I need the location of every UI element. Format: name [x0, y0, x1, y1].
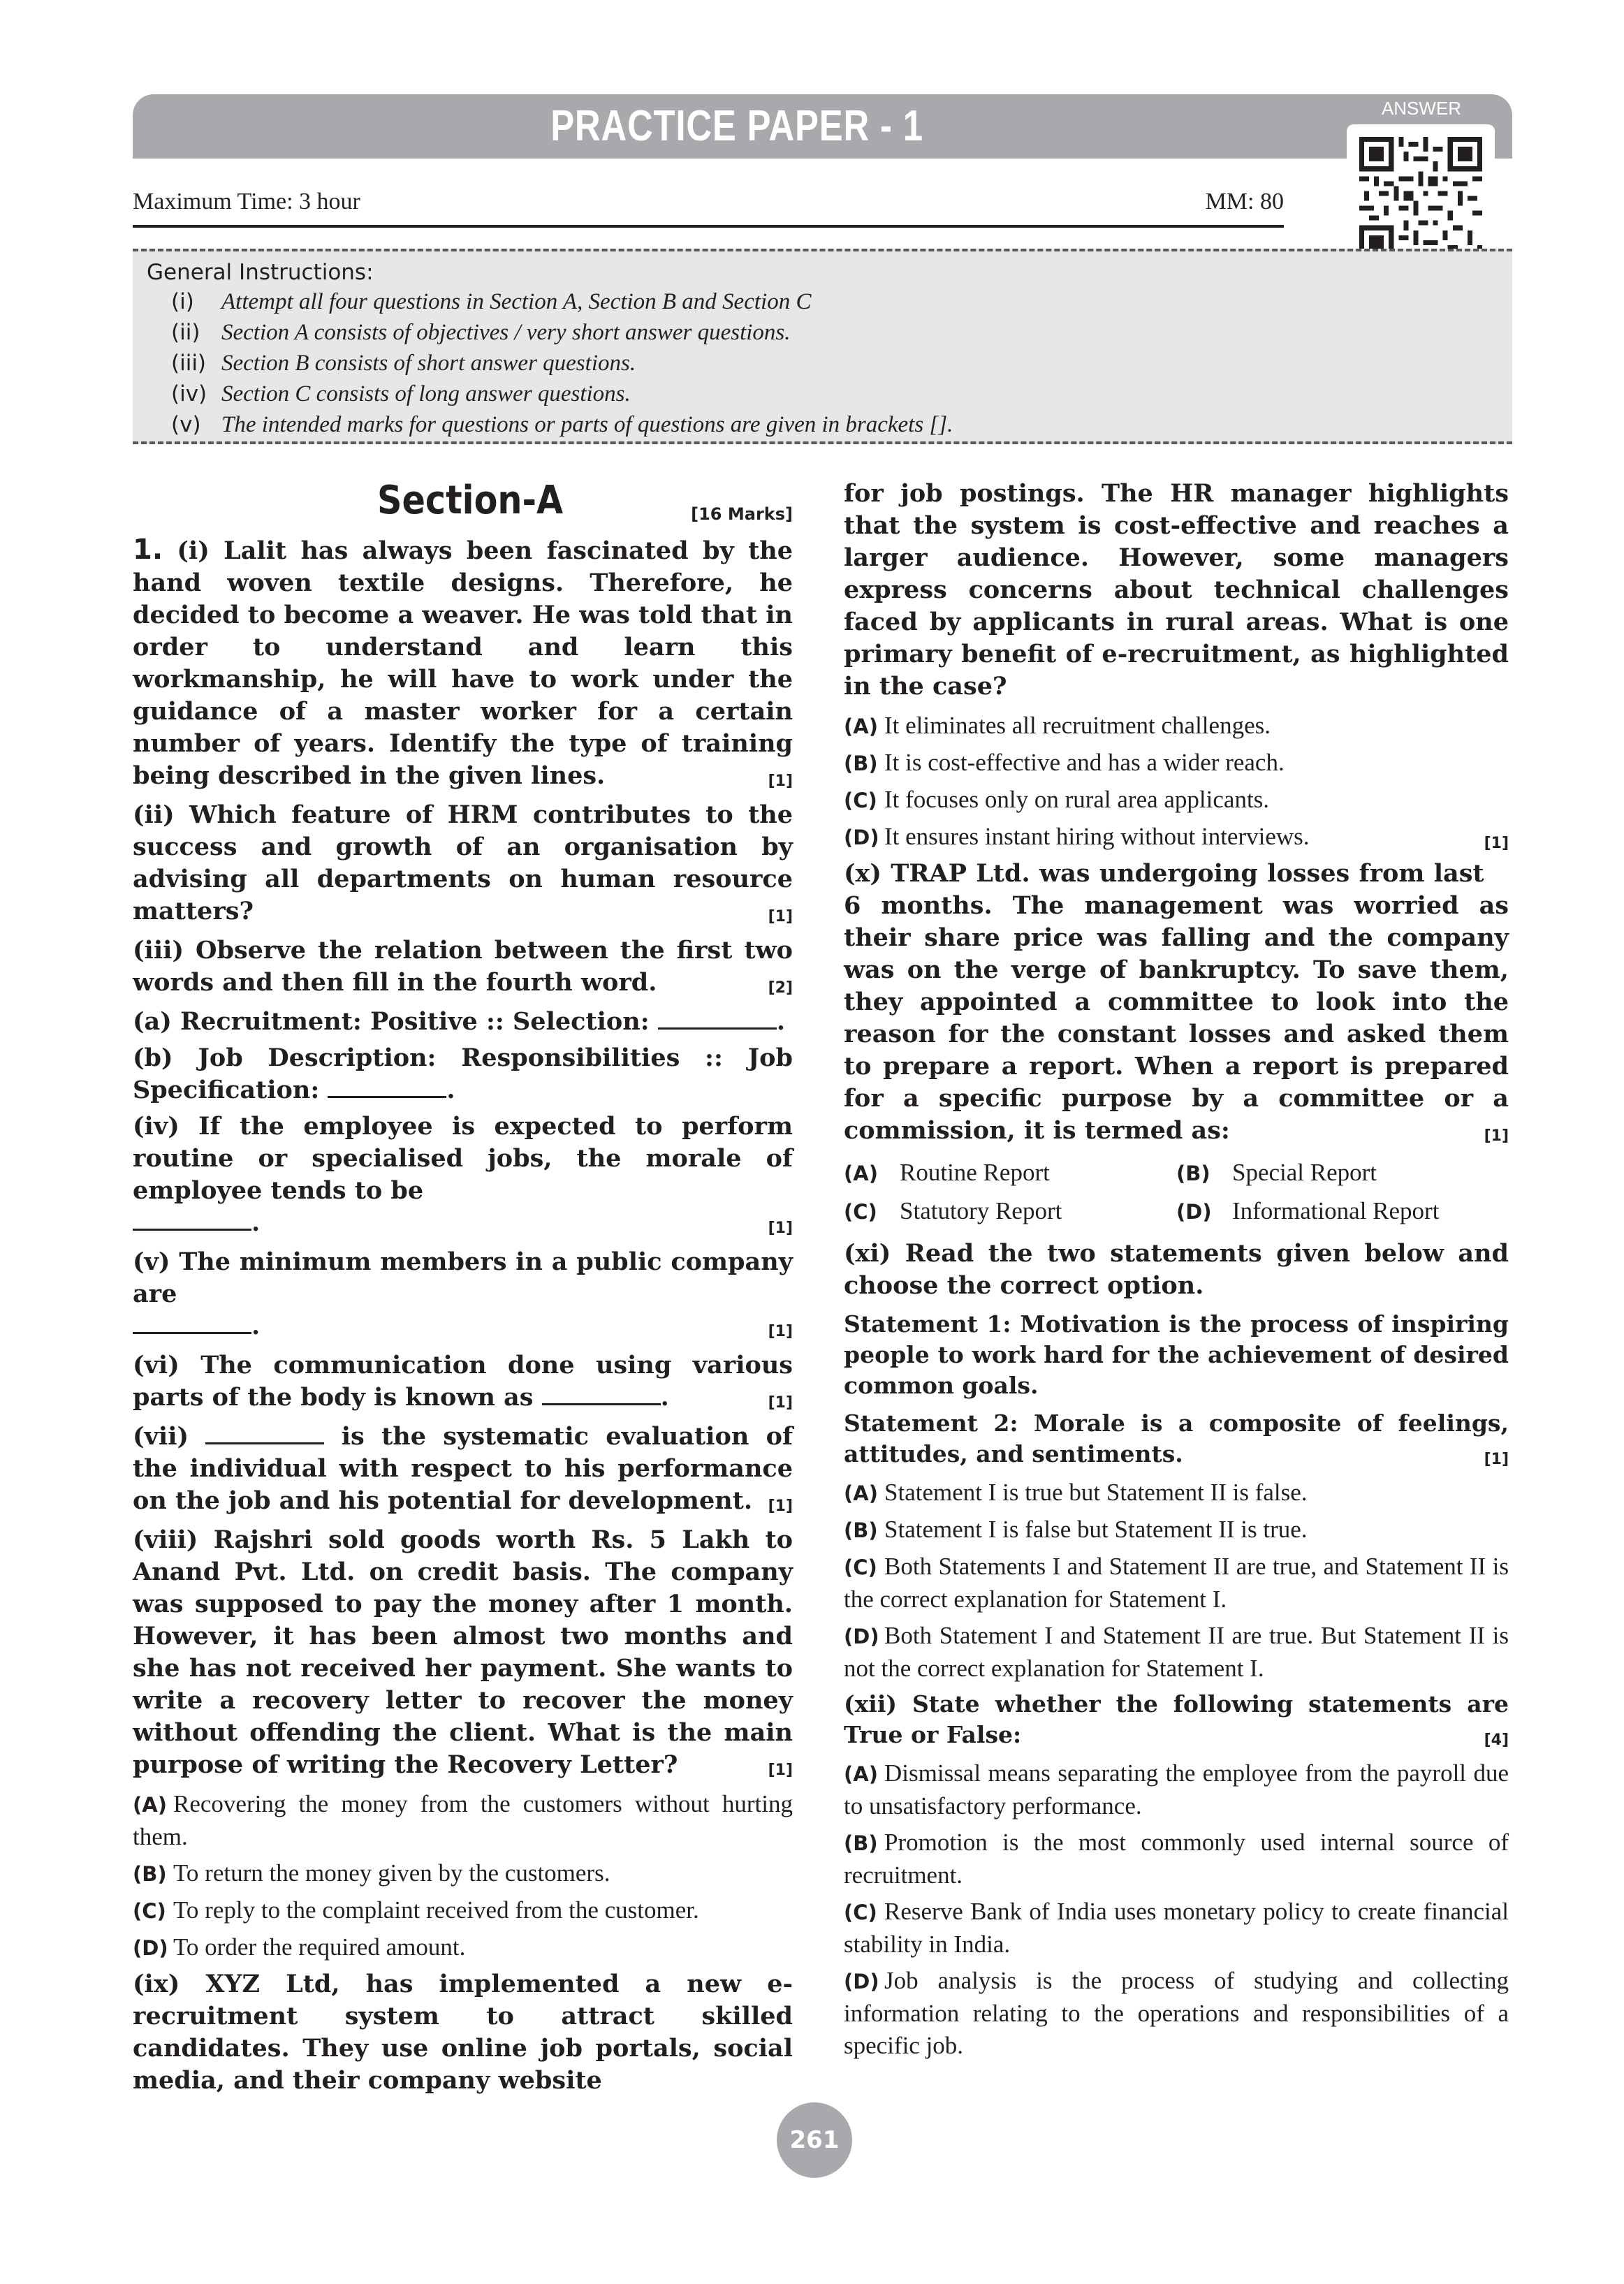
- section-title: Section-A: [377, 478, 564, 523]
- question-1-v: (v) The minimum members in a public company are . [1]: [133, 1246, 793, 1342]
- statement-1: Statement 1: Motivation is the process of inspiring people to work hard for the achievement of desired common goals.: [844, 1310, 1509, 1399]
- option[interactable]: (A) It eliminates all recruitment challenges.: [844, 712, 1271, 739]
- marks: [1]: [768, 1498, 793, 1515]
- answer-blank[interactable]: [133, 1210, 251, 1231]
- option[interactable]: (A) Statement I is true but Statement II is false.: [844, 1479, 1308, 1506]
- meta-row: [133, 189, 1284, 215]
- statement-2: Statement 2: Morale is a composite of feelings, attitudes, and sentiments. [1]: [844, 1408, 1509, 1470]
- instruction-item: (ii) Section A consists of objectives / very short answer questions.: [171, 320, 791, 345]
- option[interactable]: (C) Both Statements I and Statement II are true, and Statement II is the correct explanation for Statement I.: [844, 1553, 1509, 1613]
- marks: [1]: [1484, 835, 1509, 852]
- option[interactable]: (C) To reply to the complaint received from the customer.: [133, 1896, 699, 1924]
- answer-blank[interactable]: [328, 1077, 446, 1098]
- instruction-item: (iii) Section B consists of short answer questions.: [171, 351, 636, 376]
- question-1-i: 1. (i) Lalit has always been fascinated by the hand woven textile designs. Therefore, he decided to become a weaver. He was told that in order to understand and learn this workmanship, he will have to work under the guidance of a master worker for a certain number of years. Identify the type of training being described in the given lines. [1]: [133, 534, 793, 792]
- option[interactable]: (B) Special Report: [1176, 1159, 1377, 1186]
- question-1-x: (x) TRAP Ltd. was undergoing losses from last 6 months. The management was worried as their share price was falling and the company was on the verge of bankruptcy. To save them, they appointed a committee to look into the reason for the constant losses and asked them to prepare a report. When a report is prepared for a specific purpose by a committee or a commission, it is termed as: [1]: [844, 858, 1509, 1147]
- answer-blank[interactable]: [658, 1009, 777, 1030]
- question-number: 1.: [133, 534, 163, 566]
- option[interactable]: (C) Reserve Bank of India uses monetary policy to create financial stability in India.: [844, 1898, 1509, 1958]
- marks: [1]: [768, 773, 793, 790]
- instructions-heading: General Instructions:: [147, 260, 374, 285]
- option[interactable]: (C) It focuses only on rural area applicants.: [844, 786, 1270, 813]
- section-heading: [133, 478, 793, 534]
- option[interactable]: (A) Recovering the money from the customers without hurting them.: [133, 1790, 793, 1850]
- option[interactable]: (D) Informational Report: [1176, 1197, 1440, 1224]
- question-1-vii: (vii) is the systematic evaluation of the individual with respect to his performance on the job and his potential for development. [1]: [133, 1421, 793, 1517]
- instruction-item: (v) The intended marks for questions or parts of questions are given in brackets [].: [171, 412, 953, 437]
- right-column: [844, 479, 1509, 2066]
- question-1-iv: (iv) If the employee is expected to perform routine or specialised jobs, the morale of employee tends to be . [1]: [133, 1111, 793, 1239]
- divider: [133, 225, 1284, 228]
- marks: [1]: [1484, 1451, 1509, 1468]
- question-1-iii-b: (b) Job Description: Responsibilities :: Job Specification: .: [133, 1044, 793, 1104]
- question-1-ii: (ii) Which feature of HRM contributes to the success and growth of an organisation by advising all departments on human resource matters? [1]: [133, 799, 793, 928]
- answer-label: ANSWER: [1381, 98, 1462, 119]
- option[interactable]: (B) Statement I is false but Statement II is true.: [844, 1516, 1308, 1543]
- option-row: [844, 1154, 1509, 1192]
- page-number: 261: [777, 2102, 852, 2178]
- marks: [1]: [768, 1394, 793, 1412]
- question-1-iii-a: (a) Recruitment: Positive :: Selection: .: [133, 1007, 785, 1036]
- option[interactable]: (A) Dismissal means separating the employee from the payroll due to unsatisfactory performance.: [844, 1759, 1509, 1820]
- marks: [4]: [1484, 1732, 1509, 1749]
- option[interactable]: (D) Both Statement I and Statement II are true. But Statement II is not the correct explanation for Statement I.: [844, 1622, 1509, 1682]
- left-column: [133, 478, 793, 2104]
- option[interactable]: (C) Statutory Report: [844, 1197, 1062, 1224]
- marks: [1]: [768, 1323, 793, 1340]
- option[interactable]: (D) To order the required amount.: [133, 1933, 466, 1961]
- question-1-ix-part1: (ix) XYZ Ltd, has implemented a new e-recruitment system to attract skilled candidates. They use online job portals, social media, and their company website: [133, 1970, 793, 2095]
- marks: [2]: [768, 979, 793, 997]
- marks: [1]: [768, 908, 793, 925]
- question-1-xi: (xi) Read the two statements given below and choose the correct option.: [844, 1239, 1509, 1300]
- question-1-ix-part2: for job postings. The HR manager highlights that the system is cost-effective and reaches a larger audience. However, some managers express concerns about technical challenges faced by applicants in rural areas. What is one primary benefit of e-recruitment, as highlighted in the case?: [844, 479, 1509, 701]
- page-title: PRACTICE PAPER - 1: [550, 102, 923, 150]
- question-1-iii: (iii) Observe the relation between the first two words and then fill in the fourth word. [2]: [133, 935, 793, 999]
- marks: [1]: [768, 1762, 793, 1779]
- answer-blank[interactable]: [133, 1313, 251, 1334]
- question-1-vi: (vi) The communication done using various parts of the body is known as . [1]: [133, 1349, 793, 1414]
- answer-blank[interactable]: [205, 1423, 324, 1444]
- instruction-item: (i) Attempt all four questions in Section A, Section B and Section C: [171, 289, 812, 314]
- max-marks: MM: 80: [1205, 189, 1284, 214]
- question-1-viii: (viii) Rajshri sold goods worth Rs. 5 Lakh to Anand Pvt. Ltd. on credit basis. The company was supposed to pay the money after 1 month. However, it has been almost two months and she has not received her payment. She wants to write a recovery letter to recover the money without offending the client. What is the main purpose of writing the Recovery Letter? [1]: [133, 1524, 793, 1781]
- question-1-xii: (xii) State whether the following statements are True or False: [4]: [844, 1689, 1509, 1750]
- option[interactable]: (A) Routine Report: [844, 1159, 1050, 1186]
- marks: [1]: [768, 1220, 793, 1237]
- section-marks: [16 Marks]: [691, 504, 793, 524]
- answer-blank[interactable]: [542, 1384, 661, 1405]
- option[interactable]: (B) It is cost-effective and has a wider reach.: [844, 749, 1285, 776]
- option[interactable]: (D) Job analysis is the process of studying and collecting information relating to the operations and responsibilities of a specific job.: [844, 1967, 1509, 2059]
- option[interactable]: (B) Promotion is the most commonly used internal source of recruitment.: [844, 1829, 1509, 1889]
- option-row: [844, 1192, 1509, 1231]
- option[interactable]: (D) It ensures instant hiring without interviews. [1]: [844, 821, 1509, 854]
- max-time: Maximum Time: 3 hour: [133, 189, 360, 214]
- option[interactable]: (B) To return the money given by the customers.: [133, 1859, 610, 1887]
- instruction-item: (iv) Section C consists of long answer questions.: [171, 381, 631, 407]
- marks: [1]: [1484, 1127, 1509, 1145]
